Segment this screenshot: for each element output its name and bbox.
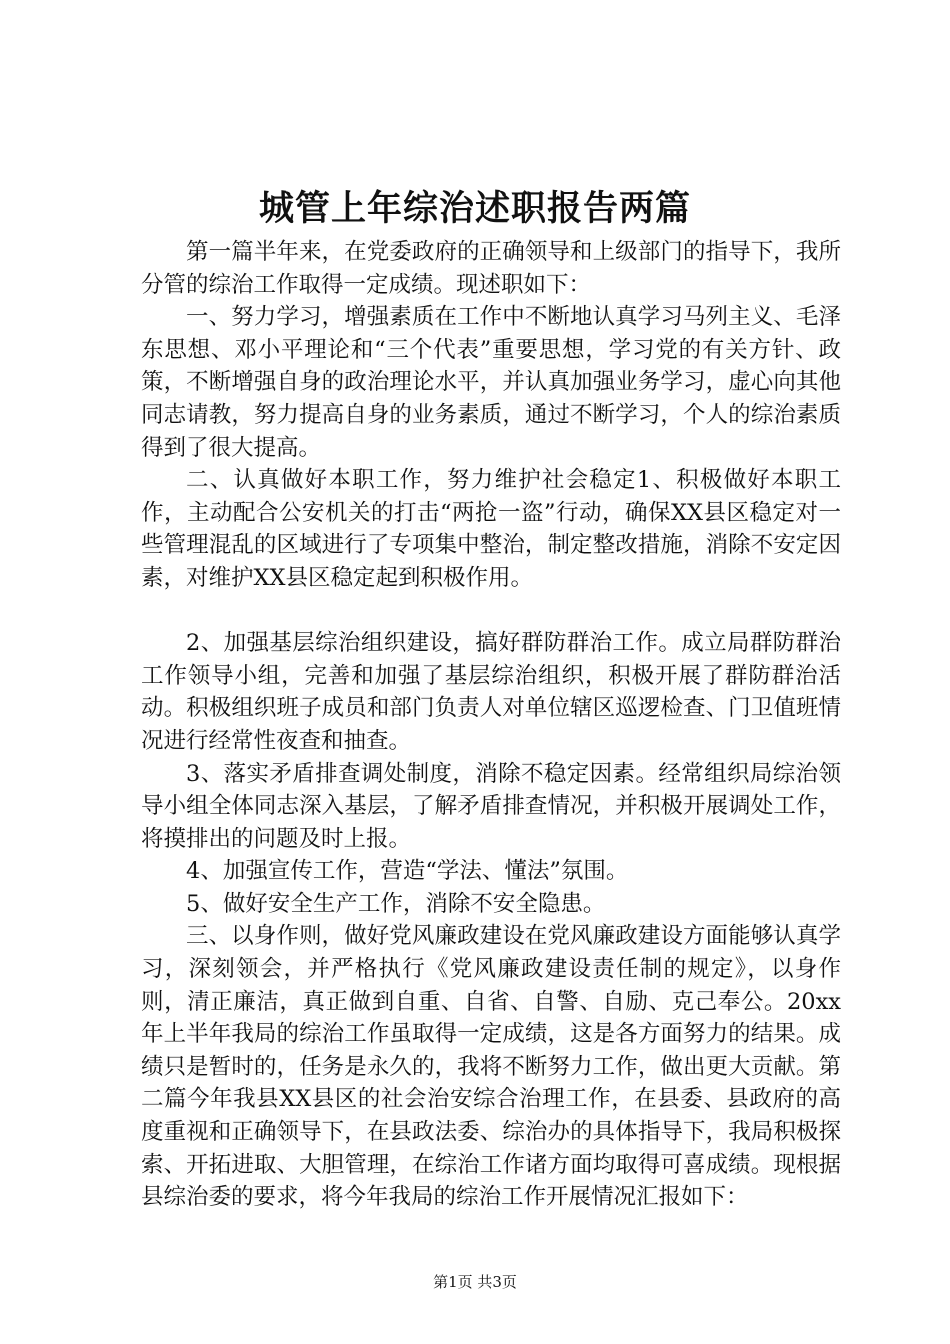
paragraph-item-3: 3、落实矛盾排查调处制度，消除不稳定因素。经常组织局综治领导小组全体同志深入基层，了解矛盾排查情况，并积极开展调处工作，将摸排出的问题及时上报。 — [141, 760, 841, 852]
paragraph-intro: 第一篇半年来，在党委政府的正确领导和上级部门的指导下，我所分管的综治工作取得一定成绩。现述职如下： — [141, 239, 841, 298]
paragraph-spacer — [141, 595, 841, 628]
page-title: 城管上年综治述职报告两篇 — [258, 188, 691, 229]
document-body — [141, 236, 841, 1214]
paragraph-section-2: 二、认真做好本职工作，努力维护社会稳定1、积极做好本职工作，主动配合公安机关的打击“两抢一盗”行动，确保XX县区稳定对一些管理混乱的区域进行了专项集中整治，制定整改措施，消除不安定因素，对维护XX县区稳定起到积极作用。 — [141, 467, 841, 591]
paragraph-section-3: 三、以身作则，做好党风廉政建设在党风廉政建设方面能够认真学习，深刻领会，并严格执行《党风廉政建设责任制的规定》，以身作则，清正廉洁，真正做到自重、自省、自警、自励、克己奉公。20xx年上半年我局的综治工作虽取得一定成绩，这是各方面努力的结果。成绩只是暂时的，任务是永久的，我将不断努力工作，做出更大贡献。第二篇今年我县XX县区的社会治安综合治理工作，在县委、县政府的高度重视和正确领导下，在县政法委、综治办的具体指导下，我局积极探索、开拓进取、大胆管理，在综治工作诸方面均取得可喜成绩。现根据县综治委的要求，将今年我局的综治工作开展情况汇报如下： — [141, 923, 841, 1211]
paragraph-section-1: 一、努力学习，增强素质在工作中不断地认真学习马列主义、毛泽东思想、邓小平理论和“三个代表”重要思想，学习党的有关方针、政策，不断增强自身的政治理论水平，并认真加强业务学习，虚心向其他同志请教，努力提高自身的业务素质，通过不断学习，个人的综治素质得到了很大提高。 — [141, 304, 841, 461]
paragraph-item-5: 5、做好安全生产工作，消除不安全隐患。 — [186, 890, 606, 917]
paragraph-item-2: 2、加强基层综治组织建设，搞好群防群治工作。成立局群防群治工作领导小组，完善和加强了基层综治组织，积极开展了群防群治活动。积极组织班子成员和部门负责人对单位辖区巡逻检查、门卫值班情况进行经常性夜查和抽查。 — [141, 630, 841, 754]
page-footer: 第1页 共3页 — [433, 1273, 517, 1291]
paragraph-item-4: 4、加强宣传工作，营造“学法、懂法”氛围。 — [186, 858, 629, 885]
